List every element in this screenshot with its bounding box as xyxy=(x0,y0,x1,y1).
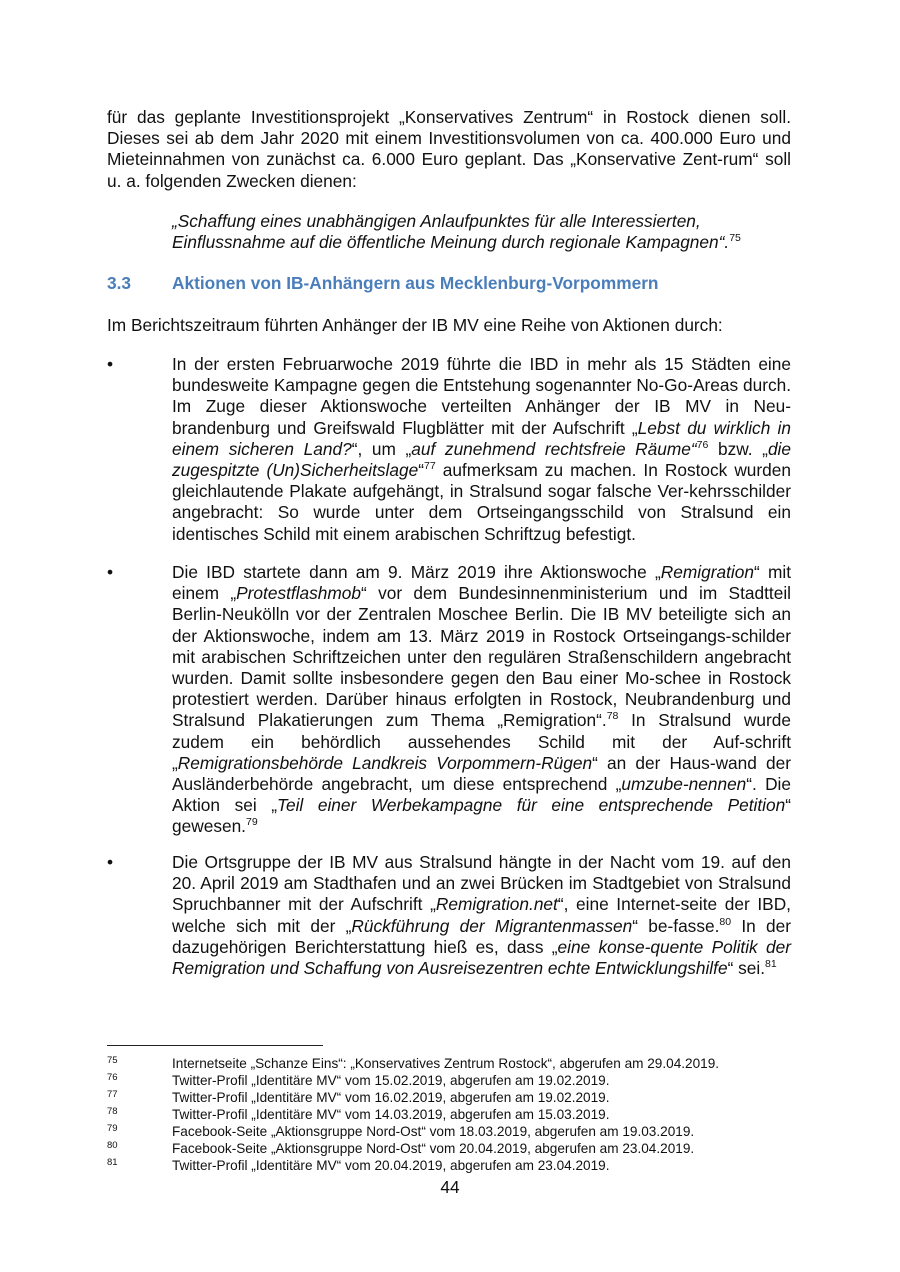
text-run: “, um „ xyxy=(351,438,412,459)
bullet-marker: • xyxy=(107,562,114,582)
footnote-ref-77: 77 xyxy=(423,460,436,473)
footnote-text: Facebook-Seite „Aktionsgruppe Nord-Ost“ vom 18.03.2019, abgerufen am 19.03.2019. xyxy=(172,1124,695,1139)
text-run: aufmerksam zu machen. In Rostock wurden gleichlautende Plakate aufgehängt, in Stralsund sogar falsche Ver-kehrsschilder angebracht: So wurde unter dem Ortseingangsschild von Stralsund ein identisches Schild mit einem arabischen Schriftzug befestigt. xyxy=(172,460,791,544)
section-title: Aktionen von IB-Anhängern aus Mecklenburg-Vorpommern xyxy=(172,273,659,293)
text-run: “ be-fasse. xyxy=(632,915,720,936)
text-run: Die Ortsgruppe der IB MV aus Stralsund hängte in der Nacht vom 19. auf den 20. April 2019 am Stadthafen und an zwei Brücken im Stadtgebiet von Stralsund Spruchbanner mit der Aufschrift „ xyxy=(172,852,791,915)
block-quote xyxy=(172,211,772,253)
bullet-marker: • xyxy=(107,852,114,872)
intro-paragraph: für das geplante Investitionsprojekt „Konservatives Zentrum“ in Rostock dienen soll. Dieses sei ab dem Jahr 2020 mit einem Investitionsvolumen von ca. 400.000 Euro und Mieteinnahmen von zunächst ca. 6.000 Euro geplant. Das „Konservative Zent-rum“ soll u. a. folgenden Zwecken dienen: xyxy=(107,107,791,191)
footnote-text: Internetseite „Schanze Eins“: „Konservatives Zentrum Rostock“, abgerufen am 29.04.2019. xyxy=(172,1056,720,1071)
footnote-number: 77 xyxy=(107,1089,118,1100)
footnote-text: Twitter-Profil „Identitäre MV“ vom 16.02.2019, abgerufen am 19.02.2019. xyxy=(172,1090,610,1105)
italic-run: Lebst du wirklich in einem sicheren Land? xyxy=(172,417,791,459)
italic-run: Remigrationsbehörde Landkreis Vorpommern-Rügen xyxy=(177,752,593,773)
quote-text: „Schaffung eines unabhängigen Anlaufpunktes für alle Interessierten, Einflussnahme auf die öffentliche Meinung durch regionale Kampagnen“. xyxy=(172,211,730,253)
bullet-text-1 xyxy=(172,354,791,545)
footnote-ref-80: 80 xyxy=(719,915,732,928)
text-run: “. Die Aktion sei „ xyxy=(172,774,791,816)
section-heading xyxy=(107,273,791,294)
footnote-number: 80 xyxy=(107,1140,118,1151)
footnote-number: 79 xyxy=(107,1123,118,1134)
footnote-text: Twitter-Profil „Identitäre MV“ vom 14.03.2019, abgerufen am 15.03.2019. xyxy=(172,1107,610,1122)
text-run: “ gewesen. xyxy=(172,795,791,837)
italic-run: Remigration.net xyxy=(435,894,558,915)
footnote-ref-81: 81 xyxy=(765,958,777,971)
footnote-number: 81 xyxy=(107,1157,118,1168)
bullet-marker: • xyxy=(107,354,114,374)
section-number: 3.3 xyxy=(107,273,132,293)
text-run: In Stralsund wurde zudem ein behördlich aussehendes Schild mit der Auf-schrift „ xyxy=(172,710,792,773)
text-run: “ vor dem Bundesinnenministerium und im Stadtteil Berlin-Neukölln vor der Zentralen Moschee Berlin. Die IB MV beteiligte sich an der Aktionswoche, indem am 13. März 2019 in Rostock Ortseingangs-schilder mit arabischen Schriftzeichen unter den regulären Straßenschildern angebracht wurden. Damit sollte insbesondere gegen den Bau einer Mo-schee in Rostock protestiert werden. Darüber hinaus erfolgten in Rostock, Neubrandenburg und Stralsund Plakatierungen zum Thema „Remigration“. xyxy=(172,583,791,731)
footnote-ref-78: 78 xyxy=(606,710,619,723)
text-run: Die IBD startete dann am 9. März 2019 ihre Aktionswoche „ xyxy=(172,562,661,582)
footnote-separator xyxy=(107,1045,323,1046)
footnote-ref-79: 79 xyxy=(245,816,258,829)
page-number: 44 xyxy=(440,1177,460,1197)
text-run: “ mit einem „ xyxy=(172,562,791,604)
text-run: bzw. „ xyxy=(708,438,768,459)
italic-run: Protestflashmob xyxy=(236,583,362,604)
text-run: “ an der Haus-wand der Ausländerbehörde angebracht, um diese entsprechend „ xyxy=(172,752,792,795)
footnote-number: 78 xyxy=(107,1106,118,1117)
italic-run: umzube-nennen xyxy=(621,774,747,795)
text-run: “ sei. xyxy=(727,958,766,979)
footnote-ref-75: 75 xyxy=(729,232,741,245)
footnote-number: 76 xyxy=(107,1072,118,1083)
footnote-text: Twitter-Profil „Identitäre MV“ vom 15.02.2019, abgerufen am 19.02.2019. xyxy=(172,1073,610,1088)
text-run: “, eine Internet-seite der IBD, welche sich mit der „ xyxy=(172,894,791,936)
italic-run: Teil einer Werbekampagne für eine entsprechende Petition xyxy=(277,795,786,816)
italic-run: eine konse-quente Politik der Remigration und Schaffung von Ausreisezentren echte Entwicklungshilfe xyxy=(172,936,791,979)
text-run: “ xyxy=(418,460,424,481)
italic-run: Remigration xyxy=(660,562,754,582)
italic-run: Rückführung der Migrantenmassen xyxy=(351,915,633,936)
footnote-text: Twitter-Profil „Identitäre MV“ vom 20.04.2019, abgerufen am 23.04.2019. xyxy=(172,1158,610,1173)
text-run: In der dazugehörigen Berichterstattung hieß es, dass „ xyxy=(172,915,792,957)
lead-paragraph: Im Berichtszeitraum führten Anhänger der IB MV eine Reihe von Aktionen durch: xyxy=(107,315,723,335)
footnote-text: Facebook-Seite „Aktionsgruppe Nord-Ost“ vom 20.04.2019, abgerufen am 23.04.2019. xyxy=(172,1141,695,1156)
bullet-text-3 xyxy=(172,852,791,979)
text-run: In der ersten Februarwoche 2019 führte die IBD in mehr als 15 Städten eine bundesweite Kampagne gegen die Entstehung sogenannter No-Go-Areas durch. Im Zuge dieser Aktionswoche verteilten Anhänger der IB MV in Neu-brandenburg und Greifswald Flugblätter mit der Aufschrift „ xyxy=(172,354,791,438)
footnote-ref-76: 76 xyxy=(696,439,709,452)
italic-run: die zugespitzte (Un)Sicherheitslage xyxy=(172,438,791,481)
footnote-number: 75 xyxy=(107,1055,118,1066)
italic-run: auf zunehmend rechtsfreie Räume“ xyxy=(411,438,697,459)
bullet-text-2 xyxy=(172,562,791,838)
